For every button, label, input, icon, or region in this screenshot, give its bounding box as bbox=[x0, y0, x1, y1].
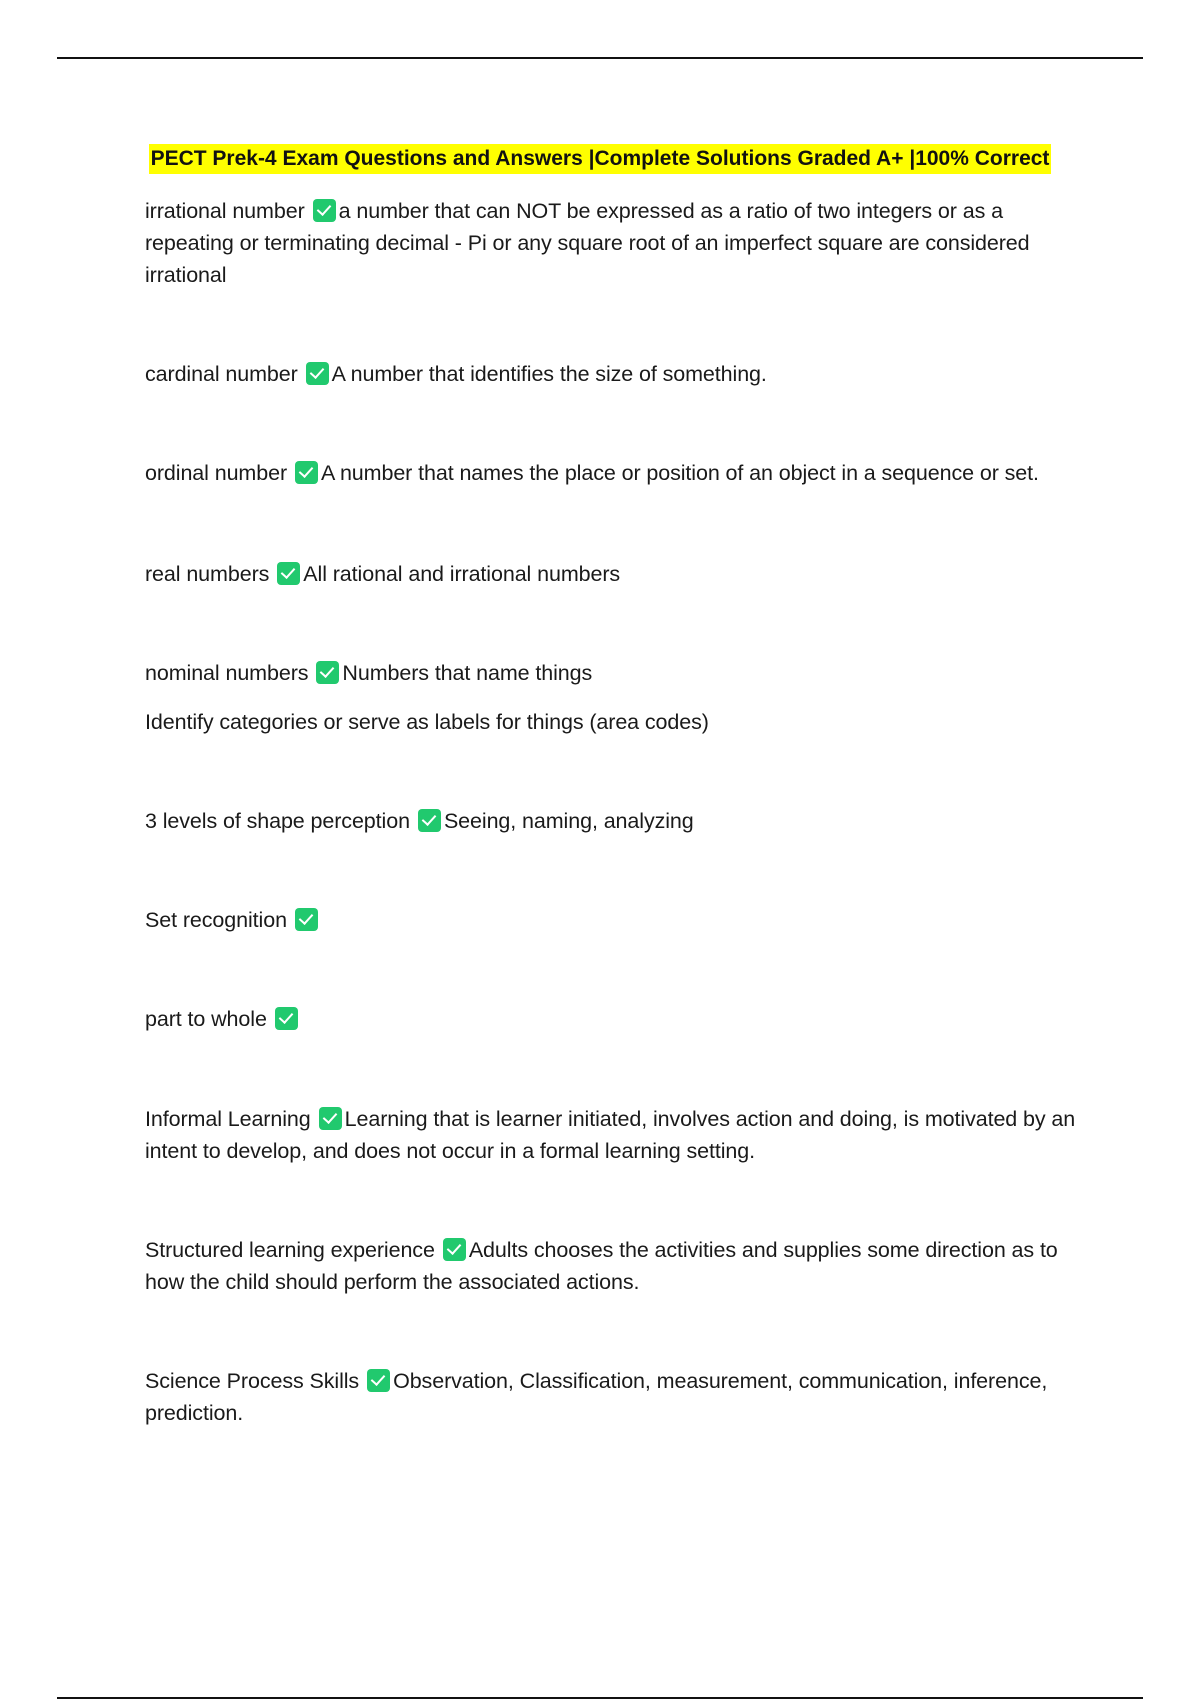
qa-entry bbox=[145, 1003, 1095, 1035]
check-box-icon bbox=[367, 1369, 390, 1392]
entry-term: Informal Learning bbox=[145, 1107, 311, 1131]
qa-entry bbox=[145, 805, 1095, 837]
entry-definition: Seeing, naming, analyzing bbox=[443, 809, 694, 833]
qa-entry bbox=[145, 657, 1095, 738]
entry-term: 3 levels of shape perception bbox=[145, 809, 410, 833]
qa-entry bbox=[145, 1365, 1095, 1429]
entry-term: Set recognition bbox=[145, 908, 287, 932]
entry-definition: Learning that is learner initiated, involves action and doing, is motivated by an intent to develop, and does not occur in a formal learning setting. bbox=[145, 1107, 1076, 1163]
entry-extra-note: Identify categories or serve as labels for things (area codes) bbox=[145, 710, 709, 734]
check-box-icon bbox=[418, 809, 441, 832]
entry-term: Science Process Skills bbox=[145, 1369, 360, 1393]
entry-term: nominal numbers bbox=[145, 661, 309, 685]
entry-definition: All rational and irrational numbers bbox=[303, 562, 621, 586]
qa-entry bbox=[145, 558, 1095, 590]
entry-definition: Observation, Classification, measurement, communication, inference, prediction. bbox=[145, 1369, 1048, 1425]
top-rule bbox=[57, 57, 1143, 59]
entry-term: Structured learning experience bbox=[145, 1238, 435, 1262]
page-title: PECT Prek-4 Exam Questions and Answers |Complete Solutions Graded A+ |100% Correct bbox=[149, 144, 1052, 174]
entry-definition: Numbers that name things bbox=[342, 661, 593, 685]
entry-definition: a number that can NOT be expressed as a ratio of two integers or as a repeating or terminating decimal - Pi or any square root of an imperfect square are considered irrational bbox=[145, 199, 1030, 287]
check-box-icon bbox=[443, 1238, 466, 1261]
check-box-icon bbox=[313, 199, 336, 222]
entry-definition: Adults chooses the activities and supplies some direction as to how the child should perform the associated actions. bbox=[145, 1238, 1058, 1294]
qa-entry bbox=[145, 1103, 1095, 1167]
check-box-icon bbox=[316, 661, 339, 684]
check-box-icon bbox=[277, 562, 300, 585]
entry-term: ordinal number bbox=[145, 461, 288, 485]
entry-definition: A number that names the place or position of an object in a sequence or set. bbox=[321, 461, 1039, 485]
entry-definition: A number that identifies the size of something. bbox=[331, 362, 767, 386]
entry-term: real numbers bbox=[145, 562, 270, 586]
bottom-rule bbox=[57, 1697, 1143, 1699]
qa-entry bbox=[145, 904, 1095, 936]
qa-entry bbox=[145, 457, 1095, 489]
check-box-icon bbox=[275, 1007, 298, 1030]
qa-entry bbox=[145, 195, 1095, 291]
title-block bbox=[0, 144, 1200, 174]
qa-entry bbox=[145, 358, 1095, 390]
qa-entry bbox=[145, 1234, 1095, 1298]
entry-term: irrational number bbox=[145, 199, 305, 223]
entry-term: part to whole bbox=[145, 1007, 267, 1031]
check-box-icon bbox=[295, 461, 318, 484]
check-box-icon bbox=[306, 362, 329, 385]
check-box-icon bbox=[319, 1107, 342, 1130]
check-box-icon bbox=[295, 908, 318, 931]
entry-term: cardinal number bbox=[145, 362, 298, 386]
